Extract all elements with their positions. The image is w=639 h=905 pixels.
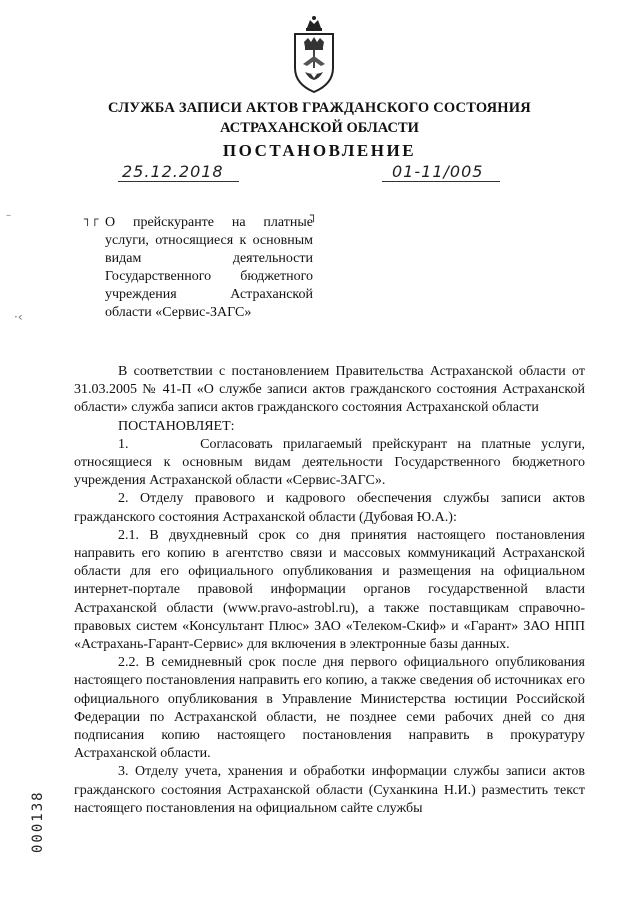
subject-bracket-left: ┐┌ — [84, 212, 99, 226]
organization-name-line1: СЛУЖБА ЗАПИСИ АКТОВ ГРАЖДАНСКОГО СОСТОЯНИЯ — [108, 100, 531, 116]
coat-of-arms-icon — [287, 14, 341, 94]
serial-number-stamp — [14, 775, 54, 855]
document-type-title: ПОСТАНОВЛЕНИЕ — [222, 141, 417, 160]
margin-mark: – — [6, 210, 11, 221]
margin-mark: ·‹ — [14, 310, 23, 324]
subject-bracket-right: ┐ — [310, 208, 318, 222]
document-number: 01-11/005 — [392, 162, 484, 181]
date-underline — [118, 181, 239, 182]
paragraph-2-1: 2.1. В двухдневный срок со дня принятия настоящего постановления направить его копию в агентство связи и массовых коммуникаций Астраханской области для его официального опубликования и размещения на официальном интернет-портале правовой информации органов государственной власти Астраханской области (www.pravo-astrobl.ru), а также поставщикам справочно-правовых систем «Консультант Плюс» ЗАО «Телеком-Скиф» и «Гарант» ЗАО НПП «Астрахань-Гарант-Сервис» для включения в электронные базы данных. — [74, 527, 585, 653]
paragraph-2: 2. Отделу правового и кадрового обеспечения службы записи актов гражданского состояния Астраханской области (Дубовая Ю.А.): — [74, 491, 585, 525]
number-underline — [382, 181, 500, 182]
paragraph-3: 3. Отделу учета, хранения и обработки информации службы записи актов гражданского состояния Астраханской области (Суханкина Н.И.) разместить текст настоящего постановления на официальном сайте службы — [74, 764, 585, 816]
document-date: 25.12.2018 — [122, 162, 224, 181]
paragraph-2-2: 2.2. В семидневный срок после дня первого официального опубликования настоящего постановления направить его копию, а также сведения об источниках его официального опубликования в Управление Министерства юстиции Российской Федерации по Астраханской области, не позднее семи рабочих дней со дня подписания копию настоящего постановления направить в прокуратуру Астраханской области. — [74, 655, 585, 762]
resolves-heading: ПОСТАНОВЛЯЕТ: — [118, 418, 235, 434]
organization-name-line2: АСТРАХАНСКОЙ ОБЛАСТИ — [220, 120, 419, 136]
document-body — [74, 363, 585, 818]
document-subject — [105, 214, 313, 322]
preamble-paragraph: В соответствии с постановлением Правительства Астраханской области от 31.03.2005 № 41-П «О службе записи актов гражданского состояния Астраханской области» служба записи актов гражданского состояния Астраханской области — [74, 364, 585, 416]
serial-number: 000138 — [30, 790, 46, 853]
subject-text: О прейскуранте на платные услуги, относящиеся к основным видам деятельности Государственного бюджетного учреждения Астраханской области «Сервис-ЗАГС» — [105, 215, 313, 320]
paragraph-1: 1. Согласовать прилагаемый прейскурант на платные услуги, относящиеся к основным видам деятельности Государственного бюджетного учреждения Астраханской области «Сервис-ЗАГС». — [74, 436, 585, 489]
